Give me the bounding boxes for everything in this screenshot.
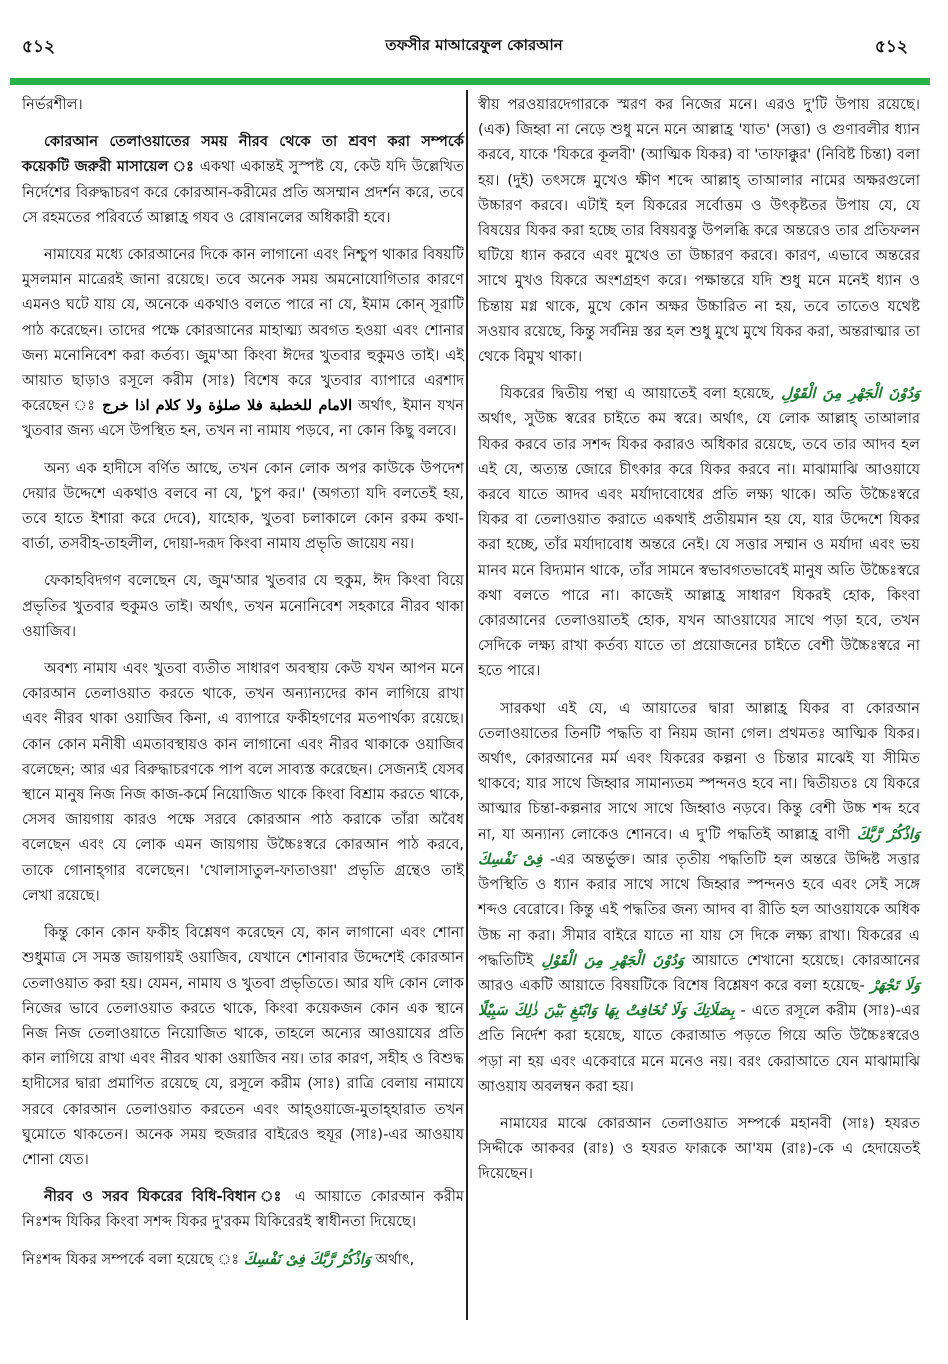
page-header xyxy=(0,0,948,80)
paragraph xyxy=(22,456,464,557)
column-divider xyxy=(466,90,468,1320)
paragraph-text: নামাযের মধ্যে কোরআনের দিকে কান লাগানো এবং নিশ্চুপ থাকার বিষয়টি মুসলমান মাত্রেরই জানা রয়েছে। তবে অনেক সময় অমনোযোগিতার কারণে এমনও ঘটে যায় যে, অনেকে একথাও বলতে পারে না যে, ইমাম কোন্ সূরাটি পাঠ করেছেন। তাদের পক্ষে কোরআনের মাহাত্ম্য অবগত হওয়া এবং শোনার জন্য মনোনিবেশ করা কর্তব্য। জুম'আ কিংবা ঈদের খুতবার হুকুমও তাই। এই আয়াত ছাড়াও রসূলে করীম (সাঃ) বিশেষ করে খুতবার ব্যাপারে এরশাদ করেছেন ঃ xyxy=(22,246,464,415)
paragraph xyxy=(22,656,464,908)
paragraph-text: কিন্তু কোন কোন ফকীহ বিশ্লেষণ করেছেন যে, কান লাগানো এবং শোনা শুধুমাত্র সে সমস্ত জায়গায়ই ওয়াজিব, যেখানে শোনাবার উদ্দেশেই কোরআন তেলাওয়াত করা হয়। যেমন, নামায ও খুতবা প্রভৃতিতে। আর যদি কোন লোক নিজের ভাবে তেলাওয়াত করতে থাকে, কিংবা কয়েকজন কোন এক স্থানে নিজ নিজ তেলাওয়াতে নিয়োজিত থাকে, তাহলে অন্যের আওয়াযের প্রতি কান লাগিয়ে রাখা এবং নীরব থাকা ওয়াজিব নয়। তার কারণ, সহীহ ও বিশুদ্ধ হাদীসের দ্বারা প্রমাণিত রয়েছে যে, রসূলে করীম (সাঃ) রাত্রি বেলায় নামাযে সরবে কোরআন তেলাওয়াত করতেন এবং আহ্ওয়াজে-মুতাহ্হারাত তখন ঘুমোতে থাকতেন। অনেক সময় হুজরার বাইরেও হুযূর (সাঃ)-এর আওয়ায শোনা যেত। xyxy=(22,924,464,1168)
arabic-verse: وَاذْكُرْ رَّبَّكَ فِىْ نَفْسِكَ xyxy=(478,825,921,868)
paragraph xyxy=(478,696,920,1099)
arabic-quote: الامام للخطبة فلا صلوٰة ولا كلام xyxy=(155,397,353,415)
paragraph-text: একথা একান্তই সুস্পষ্ট যে, কেউ যদি উল্লেখিত নির্দেশের বিরুদ্ধাচরণ করে কোরআন-করীমের প্রতি অসম্মান প্রদর্শন করে, তবে সে রহমতের পরিবর্তে আল্লাহ্র গযব ও রোষানলের অধিকারী হবে। xyxy=(22,158,465,226)
paragraph-text: নির্ভরশীল। xyxy=(22,96,83,113)
paragraph-text: অবশ্য নামায এবং খুতবা ব্যতীত সাধারণ অবস্থায় কেউ যখন আপন মনে কোরআন তেলাওয়াত করতে থাকে, তখন অন্যান্যদের কান লাগিয়ে রাখা এবং নীরব থাকা ওয়াজিব কিনা, এ ব্যাপারে ফকীহগণের মতপার্থক্য রয়েছে। কোন কোন মনীষী এমতাবস্থায়ও কান লাগানো এবং নীরব থাকাকে ওয়াজিব বলেছেন; আর এর বিরুদ্ধাচরণকে পাপ বলে সাব্যস্ত করেছেন। সেজন্যই যেসব স্থানে মানুষ নিজ নিজ কাজ-কর্মে নিয়োজিত থাকে কিংবা বিশ্রাম করতে থাকে, সেসব জায়গায় কারও পক্ষে সরবে কোরআন পাঠ করাকে তাঁরা অবৈধ বলেছেন এবং যে লোক এমন জায়গায় উচ্চৈঃস্বরে কোরআন পাঠ করবে, তাকে গোনাহ্গার বলেছেন। 'খোলাসাতুল-ফাতাওয়া' প্রভৃতি গ্রন্থেও তাই লেখা রয়েছে। xyxy=(22,660,464,904)
left-column xyxy=(22,92,464,1284)
paragraph-text: -এর অন্তর্ভুক্ত। আর তৃতীয় পদ্ধতিটি হল অন্তরে উদ্দিষ্ট সত্তার উপস্থিতি ও ধ্যান করার সাথে সাথে জিহ্বার স্পন্দনও হবে এবং সেই সঙ্গে শব্দও বেরোবে। কিন্তু এই পদ্ধতির জন্য আদব বা রীতি হল আওয়াযকে অধিক উচ্চ না করা। সীমার বাইরে যাতে না যায় সে দিকে লক্ষ্য রাখা। যিকরের এ পদ্ধতিটিই xyxy=(478,850,921,969)
arabic-verse: وَلَا تَجْهَرْ xyxy=(870,976,921,994)
paragraph xyxy=(478,92,920,369)
paragraph xyxy=(478,1111,920,1187)
paragraph-text: স্বীয় পরওয়ারদেগারকে স্মরণ কর নিজের মনে। এরও দু'টি উপায় রয়েছে। (এক) জিহ্বা না নেড়ে শুধু মনে মনে আল্লাহ্র 'যাত' (সত্তা) ও গুণাবলীর ধ্যান করবে, যাকে 'যিকরে কূলবী' (আত্মিক যিকর) বা 'তাফাক্কুর' (নিবিষ্ট চিন্তা) বলা হয়। (দুই) তৎসঙ্গে মুখেও ক্ষীণ শব্দে আল্লাহ্ তাআলার নামের অক্ষরগুলো উচ্চারণ করবে। এটাই হল যিকরের সর্বোত্তম ও উৎকৃষ্টতর উপায় যে, যে বিষয়ের যিকর করা হচ্ছে তার বিষয়বস্তু উপলব্ধি করে অন্তরেও তার প্রতিফলন ঘটিয়ে ধ্যান করবে এবং মুখেও তা উচ্চারণ করবে। কারণ, এভাবে অন্তরের সাথে মুখও যিকরে অংশগ্রহণ করে। পক্ষান্তরে যদি শুধু মনে মনেই ধ্যান ও চিন্তায় মগ্ন থাকে, মুখে কোন অক্ষর উচ্চারিত না হয়, তবে তাতেও যথেষ্ট সওয়াব রয়েছে, কিন্তু সর্বনিম্ন স্তর হল শুধু মুখে মুখে যিকর করা, অন্তরাত্মার তা থেকে বিমুখ থাকা। xyxy=(478,96,920,366)
right-column xyxy=(478,92,920,1199)
page-number-right: ৫১২ xyxy=(874,37,908,57)
paragraph-text: নামাযের মাঝে কোরআন তেলাওয়াত সম্পর্কে মহানবী (সাঃ) হযরত সিদ্দীকে আকবর (রাঃ) ও হযরত ফারূকে আ'যম (রাঃ)-কে এ হেদায়েতই দিয়েছেন। xyxy=(478,1114,920,1183)
arabic-verse: وَدُوْنَ الْجَهْرِ مِنَ الْقَوْلِ xyxy=(781,385,920,403)
paragraph-text: অর্থাৎ, ইমান যখন খুতবার জন্য এসে উপস্থিত হন, তখন না নামায পড়বে, না কোন কিছু বলবে। xyxy=(22,397,464,440)
paragraph-text: - এতে রসূলে করীম (সাঃ)-এর প্রতি নির্দেশ করা হয়েছে, যাতে কেরাআত পড়তে গিয়ে অতি উচ্চৈঃস্বরেও পড়া না হয় এবং একেবারে মনে মনেও নয়। বরং কেরাআতে যেন মাঝামাঝি আওয়ায অবলম্বন করা হয়। xyxy=(478,1002,920,1095)
paragraph xyxy=(22,1247,464,1272)
paragraph xyxy=(22,1184,464,1234)
paragraph-text: নিঃশব্দ যিকর সম্পর্কে বলা হয়েছে ঃ xyxy=(22,1250,244,1268)
paragraph-text: এ আয়াতে কোরআন করীম নিঃশব্দ যিকির কিংবা সশব্দ যিকর দু'রকম যিকিরেরই স্বাধীনতা দিয়েছে। xyxy=(22,1188,464,1231)
paragraph xyxy=(22,129,464,230)
paragraph xyxy=(22,920,464,1172)
page-number-left: ৫১২ xyxy=(22,37,56,57)
paragraph-text: সারকথা এই যে, এ আয়াতের দ্বারা আল্লাহ্র যিকর বা কোরআন তেলাওয়াতের তিনটি পদ্ধতি বা নিয়ম জানা গেল। প্রথমতঃ আত্মিক যিকর। অর্থাৎ, কোরআনের মর্ম এবং যিকরের কল্পনা ও চিন্তার মাঝেই যা সীমিত থাকবে; যার সাথে জিহ্বার সামান্যতম স্পন্দনও হবে না। দ্বিতীয়তঃ যে যিকরে আত্মার চিন্তা-কল্পনার সাথে সাথে জিহ্বাও নড়বে। কিন্তু বেশী উচ্চ শব্দ হবে না, যা অন্যান্য লোকেও শোনবে। এ দু'টি পদ্ধতিই আল্লাহ্র বাণী xyxy=(478,699,920,843)
arabic-verse: بِصَلَاتِكَ وَلَا تُخَافِتْ بِهَا وَابْتَغِ بَيْنَ ذٰلِكَ سَبِيْلًا xyxy=(478,1002,735,1020)
header-rule xyxy=(10,78,930,85)
section-heading: কোরআন তেলাওয়াতের সময় নীরব থেকে তা শ্রবণ করা সম্পর্কে কয়েকটি জরুরী মাসায়েল ঃ xyxy=(22,133,464,176)
paragraph xyxy=(22,242,464,444)
arabic-verse: وَاذْكُرْ رَّبَّكَ فِىْ نَفْسِكَ xyxy=(243,1250,371,1268)
paragraph-text: অর্থাৎ, সুউচ্চ স্বরের চাইতে কম স্বরে। অর্থাৎ, যে লোক আল্লাহ্ তাআলার যিকর করবে তার সশব্দ যিকর করারও অধিকার রয়েছে, তবে তার আদব হল এই যে, অত্যন্ত জোরে চীৎকার করে যিকর করবে না। মাঝামাঝি আওয়াযে করবে যাতে আদব এবং মর্যাদাবোধের প্রতি লক্ষ্য থাকে। অতি উচ্চৈঃস্বরে যিকর বা তেলাওয়াত করাতে একথাই প্রতীয়মান হয় যে, যার উদ্দেশে যিকর করা হচ্ছে, তাঁর মর্যাদাবোধ অন্তরে নেই। যে সত্তার সম্মান ও মর্যাদা এবং ভয় মানব মনে বিদ্যমান থাকে, তাঁর সামনে স্বভাবগতভাবেই মানুষ অতি উচ্চৈঃস্বরে কথা বলতে পারে না। কাজেই আল্লাহ্র সাধারণ যিকরই হোক, কিংবা কোরআনের তেলাওয়াতই হোক, যখন আওয়াযের সাথে পড়া হবে, তখন সেদিকে লক্ষ্য রাখা কর্তব্য যাতে তা প্রয়োজনের চাইতে বেশী উচ্চৈঃস্বরে না হতে পারে। xyxy=(478,410,920,680)
paragraph-text: যিকরের দ্বিতীয় পন্থা এ আয়াতেই বলা হয়েছে, xyxy=(500,385,782,403)
running-title: তফসীর মাআরেফুল কোরআন xyxy=(385,36,563,54)
arabic-verse: وَدُوْنَ الْجَهْرِ مِنَ الْقَوْلِ xyxy=(541,951,684,969)
paragraph xyxy=(478,381,920,683)
paragraph-text: অন্য এক হাদীসে বর্ণিত আছে, তখন কোন লোক অপর কাউকে উপদেশ দেয়ার উদ্দেশে একথাও বলবে না যে, 'চুপ কর।' (অগত্যা যদি বলতেই হয়, তবে হাতে ইশারা করে দেবে), যাহোক, খুতবা চলাকালে কোন রকম কথা-বার্তা, তসবীহ-তাহলীল, দোয়া-দরূদ কিংবা নামায প্রভৃতি জায়েয নয়। xyxy=(22,459,464,553)
arabic-quote: اذا خرج xyxy=(102,397,150,415)
section-heading: নীরব ও সরব যিকরের বিধি-বিধান ঃ xyxy=(44,1188,286,1206)
paragraph-text: অর্থাৎ, xyxy=(370,1250,415,1268)
paragraph xyxy=(22,568,464,644)
paragraph xyxy=(22,92,464,117)
paragraph-text: ফেকাহবিদগণ বলেছেন যে, জুম'আর খুতবার যে হুকুম, ঈদ কিংবা বিয়ে প্রভৃতির খুতবার হুকুমও তাই। অর্থাৎ, তখন মনোনিবেশ সহকারে নীরব থাকা ওয়াজিব। xyxy=(22,572,464,640)
paragraph-text: আয়াতে শেখানো হয়েছে। কোরআনের আরও একটি আয়াতে বিষয়টিকে বিশেষ বিশ্লেষণ করে বলা হয়েছে- xyxy=(478,951,920,994)
